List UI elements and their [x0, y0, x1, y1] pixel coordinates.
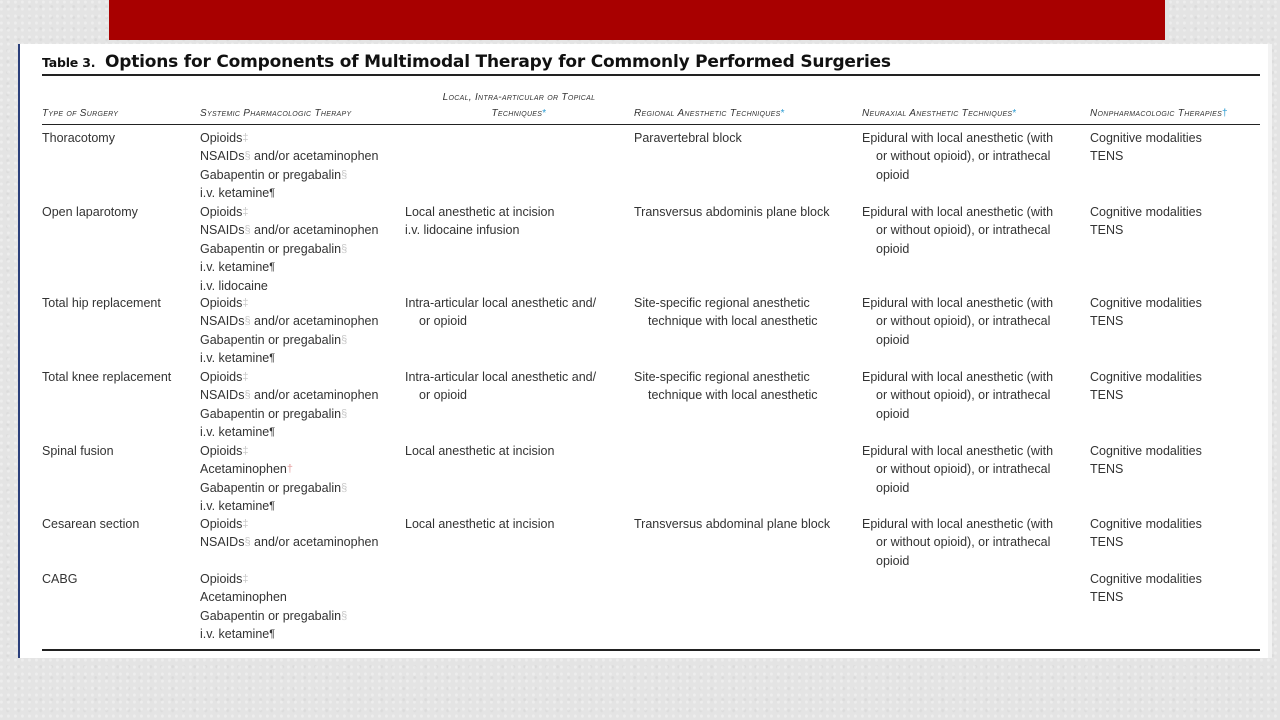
cell-regional-techniques-line: Transversus abdominal plane block	[634, 517, 831, 531]
footnote-mark: ¶	[269, 352, 276, 365]
header-local-techniques: Local, Intra-articular or Topical Techniques*	[442, 92, 596, 119]
footnote-mark: ‡	[242, 371, 249, 383]
footnote-mark: ‡	[242, 297, 249, 309]
cell-neuraxial-techniques-line: opioid	[876, 241, 910, 256]
cell-local-techniques-line: Local anesthetic at incision	[405, 205, 555, 219]
cell-nonpharmacologic-therapies-line: Cognitive modalities	[1090, 517, 1202, 531]
systemic-drug	[200, 405, 378, 423]
cell-local-techniques-line: or opioid	[419, 314, 467, 329]
cell-neuraxial-techniques	[862, 515, 1053, 570]
drug-name: Gabapentin or pregabalin	[200, 480, 342, 495]
cell-neuraxial-techniques	[862, 442, 1053, 497]
drug-name: i.v. ketamine	[200, 260, 270, 275]
drug-name: Opioids	[200, 444, 243, 458]
footnote-mark: ‡	[242, 573, 249, 585]
cell-surgery-type	[42, 442, 114, 460]
title-banner	[109, 0, 1165, 40]
cell-neuraxial-techniques	[862, 129, 1053, 184]
systemic-drug	[200, 625, 347, 643]
footnote-mark: §	[244, 315, 251, 328]
cell-surgery-type	[42, 368, 171, 386]
cell-neuraxial-techniques-line: or without opioid), or intrathecal	[876, 314, 1051, 329]
table-title	[42, 52, 891, 72]
drug-name: NSAIDs	[200, 535, 245, 550]
drug-name: NSAIDs	[200, 149, 245, 164]
cell-regional-techniques-line: Site-specific regional anesthetic	[634, 296, 810, 310]
footnote-mark: ‡	[242, 132, 249, 144]
systemic-drug	[200, 442, 347, 460]
footnote-mark: ‡	[242, 206, 249, 218]
footnote-mark: §	[244, 150, 251, 163]
systemic-drug	[200, 607, 347, 625]
drug-name: Opioids	[200, 296, 243, 310]
drug-name: i.v. ketamine	[200, 499, 270, 514]
systemic-drug	[200, 331, 378, 349]
cell-nonpharmacologic-therapies-line: TENS	[1090, 314, 1124, 329]
drug-name: i.v. lidocaine	[200, 278, 268, 293]
header-nonpharmacologic-therapies: Nonpharmacologic Therapies†	[1090, 108, 1228, 119]
footnote-mark: ‡	[242, 518, 249, 530]
header-regional-techniques: Regional Anesthetic Techniques*	[634, 108, 785, 119]
footnote-mark: §	[341, 481, 348, 494]
systemic-drug	[200, 460, 347, 478]
cell-neuraxial-techniques-line: Epidural with local anesthetic (with	[862, 296, 1054, 310]
header-type-of-surgery: Type of Surgery	[42, 108, 119, 119]
cell-regional-techniques	[634, 294, 818, 331]
footnote-mark: §	[244, 224, 251, 237]
footnote-mark: §	[341, 333, 348, 346]
surgery-name: CABG	[42, 572, 78, 586]
footnote-mark: ¶	[269, 187, 276, 200]
systemic-drug	[200, 515, 378, 533]
cell-systemic-therapy	[200, 368, 378, 442]
cell-neuraxial-techniques-line: opioid	[876, 332, 910, 347]
footnote-mark: ¶	[269, 628, 276, 641]
cell-neuraxial-techniques-line: Epidural with local anesthetic (with	[862, 131, 1054, 145]
cell-surgery-type	[42, 203, 138, 221]
cell-systemic-therapy	[200, 515, 378, 552]
drug-name: Acetaminophen	[200, 590, 287, 605]
drug-name: Opioids	[200, 370, 243, 384]
systemic-drug	[200, 479, 347, 497]
footnote-mark: §	[341, 168, 348, 181]
cell-neuraxial-techniques-line: or without opioid), or intrathecal	[876, 535, 1051, 550]
table-label: Table 3.	[42, 55, 96, 70]
drug-name-tail: and/or acetaminophen	[250, 314, 379, 329]
cell-local-techniques-line: Local anesthetic at incision	[405, 444, 555, 458]
cell-neuraxial-techniques-line: or without opioid), or intrathecal	[876, 223, 1051, 238]
cell-nonpharmacologic-therapies-line: Cognitive modalities	[1090, 572, 1202, 586]
drug-name: Gabapentin or pregabalin	[200, 608, 342, 623]
surgery-name: Thoracotomy	[42, 131, 115, 145]
cell-nonpharmacologic-therapies-line: Cognitive modalities	[1090, 444, 1202, 458]
drug-name: Opioids	[200, 572, 243, 586]
cell-local-techniques	[405, 515, 554, 533]
cell-regional-techniques-line: Transversus abdominis plane block	[634, 205, 830, 219]
table-slide	[18, 44, 1270, 658]
cell-neuraxial-techniques-line: Epidural with local anesthetic (with	[862, 517, 1054, 531]
cell-regional-techniques-line: technique with local anesthetic	[648, 388, 818, 403]
systemic-drug	[200, 258, 378, 276]
drug-name-tail: and/or acetaminophen	[250, 149, 379, 164]
cell-nonpharmacologic-therapies-line: TENS	[1090, 149, 1124, 164]
cell-neuraxial-techniques-line: Epidural with local anesthetic (with	[862, 205, 1054, 219]
bottom-rule	[42, 649, 1260, 651]
cell-nonpharmacologic-therapies	[1090, 368, 1202, 405]
cell-neuraxial-techniques	[862, 294, 1053, 349]
systemic-drug	[200, 221, 378, 239]
header-rule	[42, 124, 1260, 125]
cell-nonpharmacologic-therapies	[1090, 515, 1202, 552]
cell-neuraxial-techniques-line: opioid	[876, 406, 910, 421]
systemic-drug	[200, 240, 378, 258]
cell-regional-techniques-line: technique with local anesthetic	[648, 314, 818, 329]
cell-nonpharmacologic-therapies	[1090, 442, 1202, 479]
systemic-drug	[200, 147, 378, 165]
drug-name: Opioids	[200, 517, 243, 531]
footnote-mark: §	[244, 536, 251, 549]
cell-neuraxial-techniques-line: or without opioid), or intrathecal	[876, 462, 1051, 477]
footnote-mark: ¶	[269, 426, 276, 439]
cell-neuraxial-techniques-line: Epidural with local anesthetic (with	[862, 370, 1054, 384]
drug-name: NSAIDs	[200, 388, 245, 403]
drug-name: i.v. ketamine	[200, 351, 270, 366]
cell-neuraxial-techniques-line: opioid	[876, 167, 910, 182]
systemic-drug	[200, 588, 347, 606]
systemic-drug	[200, 349, 378, 367]
cell-neuraxial-techniques-line: or without opioid), or intrathecal	[876, 388, 1051, 403]
cell-regional-techniques-line: Site-specific regional anesthetic	[634, 370, 810, 384]
cell-nonpharmacologic-therapies-line: Cognitive modalities	[1090, 370, 1202, 384]
cell-nonpharmacologic-therapies-line: TENS	[1090, 388, 1124, 403]
footnote-mark: ‡	[242, 445, 249, 457]
cell-nonpharmacologic-therapies-line: TENS	[1090, 590, 1124, 605]
drug-name: Gabapentin or pregabalin	[200, 167, 342, 182]
table-heading: Options for Components of Multimodal Therapy for Commonly Performed Surgeries	[104, 52, 891, 72]
systemic-drug	[200, 184, 378, 202]
systemic-drug	[200, 294, 378, 312]
cell-local-techniques	[405, 368, 596, 405]
cell-local-techniques	[405, 203, 554, 240]
cell-systemic-therapy	[200, 294, 378, 368]
cell-neuraxial-techniques-line: opioid	[876, 480, 910, 495]
cell-nonpharmacologic-therapies-line: Cognitive modalities	[1090, 131, 1202, 145]
drug-name-tail: and/or acetaminophen	[250, 535, 379, 550]
drug-name: Gabapentin or pregabalin	[200, 332, 342, 347]
cell-local-techniques-line: or opioid	[419, 388, 467, 403]
cell-local-techniques-line: Local anesthetic at incision	[405, 517, 555, 531]
surgery-name: Total hip replacement	[42, 296, 161, 310]
header-neuraxial-techniques: Neuraxial Anesthetic Techniques*	[862, 108, 1017, 119]
cell-local-techniques-line: i.v. lidocaine infusion	[405, 223, 520, 238]
systemic-drug	[200, 497, 347, 515]
drug-name: i.v. ketamine	[200, 186, 270, 201]
slide-edge	[1268, 44, 1272, 658]
cell-neuraxial-techniques	[862, 203, 1053, 258]
cell-regional-techniques	[634, 203, 829, 221]
cell-nonpharmacologic-therapies-line: Cognitive modalities	[1090, 296, 1202, 310]
cell-nonpharmacologic-therapies	[1090, 294, 1202, 331]
cell-surgery-type	[42, 294, 161, 312]
cell-regional-techniques	[634, 129, 742, 147]
systemic-drug	[200, 312, 378, 330]
drug-name-tail: and/or acetaminophen	[250, 388, 379, 403]
cell-local-techniques-line: Intra-articular local anesthetic and/	[405, 296, 597, 310]
cell-nonpharmacologic-therapies-line: TENS	[1090, 535, 1124, 550]
footnote-mark: ¶	[269, 261, 276, 274]
cell-regional-techniques	[634, 515, 830, 533]
drug-name: Opioids	[200, 205, 243, 219]
cell-nonpharmacologic-therapies-line: TENS	[1090, 223, 1124, 238]
cell-local-techniques	[405, 294, 596, 331]
header-systemic-therapy: Systemic Pharmacologic Therapy	[200, 108, 352, 119]
systemic-drug	[200, 570, 347, 588]
cell-regional-techniques-line: Paravertebral block	[634, 131, 742, 145]
systemic-drug	[200, 533, 378, 551]
cell-neuraxial-techniques-line: Epidural with local anesthetic (with	[862, 444, 1054, 458]
drug-name: NSAIDs	[200, 223, 245, 238]
surgery-name: Total knee replacement	[42, 370, 172, 384]
drug-name-tail: and/or acetaminophen	[250, 223, 379, 238]
cell-neuraxial-techniques-line: opioid	[876, 553, 910, 568]
cell-systemic-therapy	[200, 203, 378, 295]
drug-name: i.v. ketamine	[200, 627, 270, 642]
cell-regional-techniques	[634, 368, 818, 405]
cell-nonpharmacologic-therapies	[1090, 203, 1202, 240]
footnote-mark: §	[244, 389, 251, 402]
systemic-drug	[200, 166, 378, 184]
cell-neuraxial-techniques	[862, 368, 1053, 423]
top-rule	[42, 74, 1260, 76]
cell-neuraxial-techniques-line: or without opioid), or intrathecal	[876, 149, 1051, 164]
footnote-mark: †	[286, 463, 293, 476]
systemic-drug	[200, 203, 378, 221]
cell-systemic-therapy	[200, 442, 347, 516]
footnote-mark: ¶	[269, 500, 276, 513]
cell-nonpharmacologic-therapies	[1090, 570, 1202, 607]
cell-surgery-type	[42, 515, 139, 533]
cell-nonpharmacologic-therapies-line: Cognitive modalities	[1090, 205, 1202, 219]
cell-local-techniques-line: Intra-articular local anesthetic and/	[405, 370, 597, 384]
cell-surgery-type	[42, 129, 115, 147]
cell-nonpharmacologic-therapies	[1090, 129, 1202, 166]
footnote-mark: §	[341, 407, 348, 420]
surgery-name: Spinal fusion	[42, 444, 114, 458]
surgery-name: Cesarean section	[42, 517, 140, 531]
cell-nonpharmacologic-therapies-line: TENS	[1090, 462, 1124, 477]
drug-name: Gabapentin or pregabalin	[200, 406, 342, 421]
systemic-drug	[200, 423, 378, 441]
systemic-drug	[200, 368, 378, 386]
systemic-drug	[200, 277, 378, 295]
systemic-drug	[200, 129, 378, 147]
footnote-mark: §	[341, 609, 348, 622]
cell-local-techniques	[405, 442, 554, 460]
surgery-name: Open laparotomy	[42, 205, 138, 219]
drug-name: i.v. ketamine	[200, 425, 270, 440]
drug-name: Opioids	[200, 131, 243, 145]
systemic-drug	[200, 386, 378, 404]
drug-name: Gabapentin or pregabalin	[200, 241, 342, 256]
cell-systemic-therapy	[200, 570, 347, 644]
cell-systemic-therapy	[200, 129, 378, 203]
drug-name: NSAIDs	[200, 314, 245, 329]
cell-surgery-type	[42, 570, 77, 588]
footnote-mark: §	[341, 242, 348, 255]
drug-name: Acetaminophen	[200, 462, 287, 477]
